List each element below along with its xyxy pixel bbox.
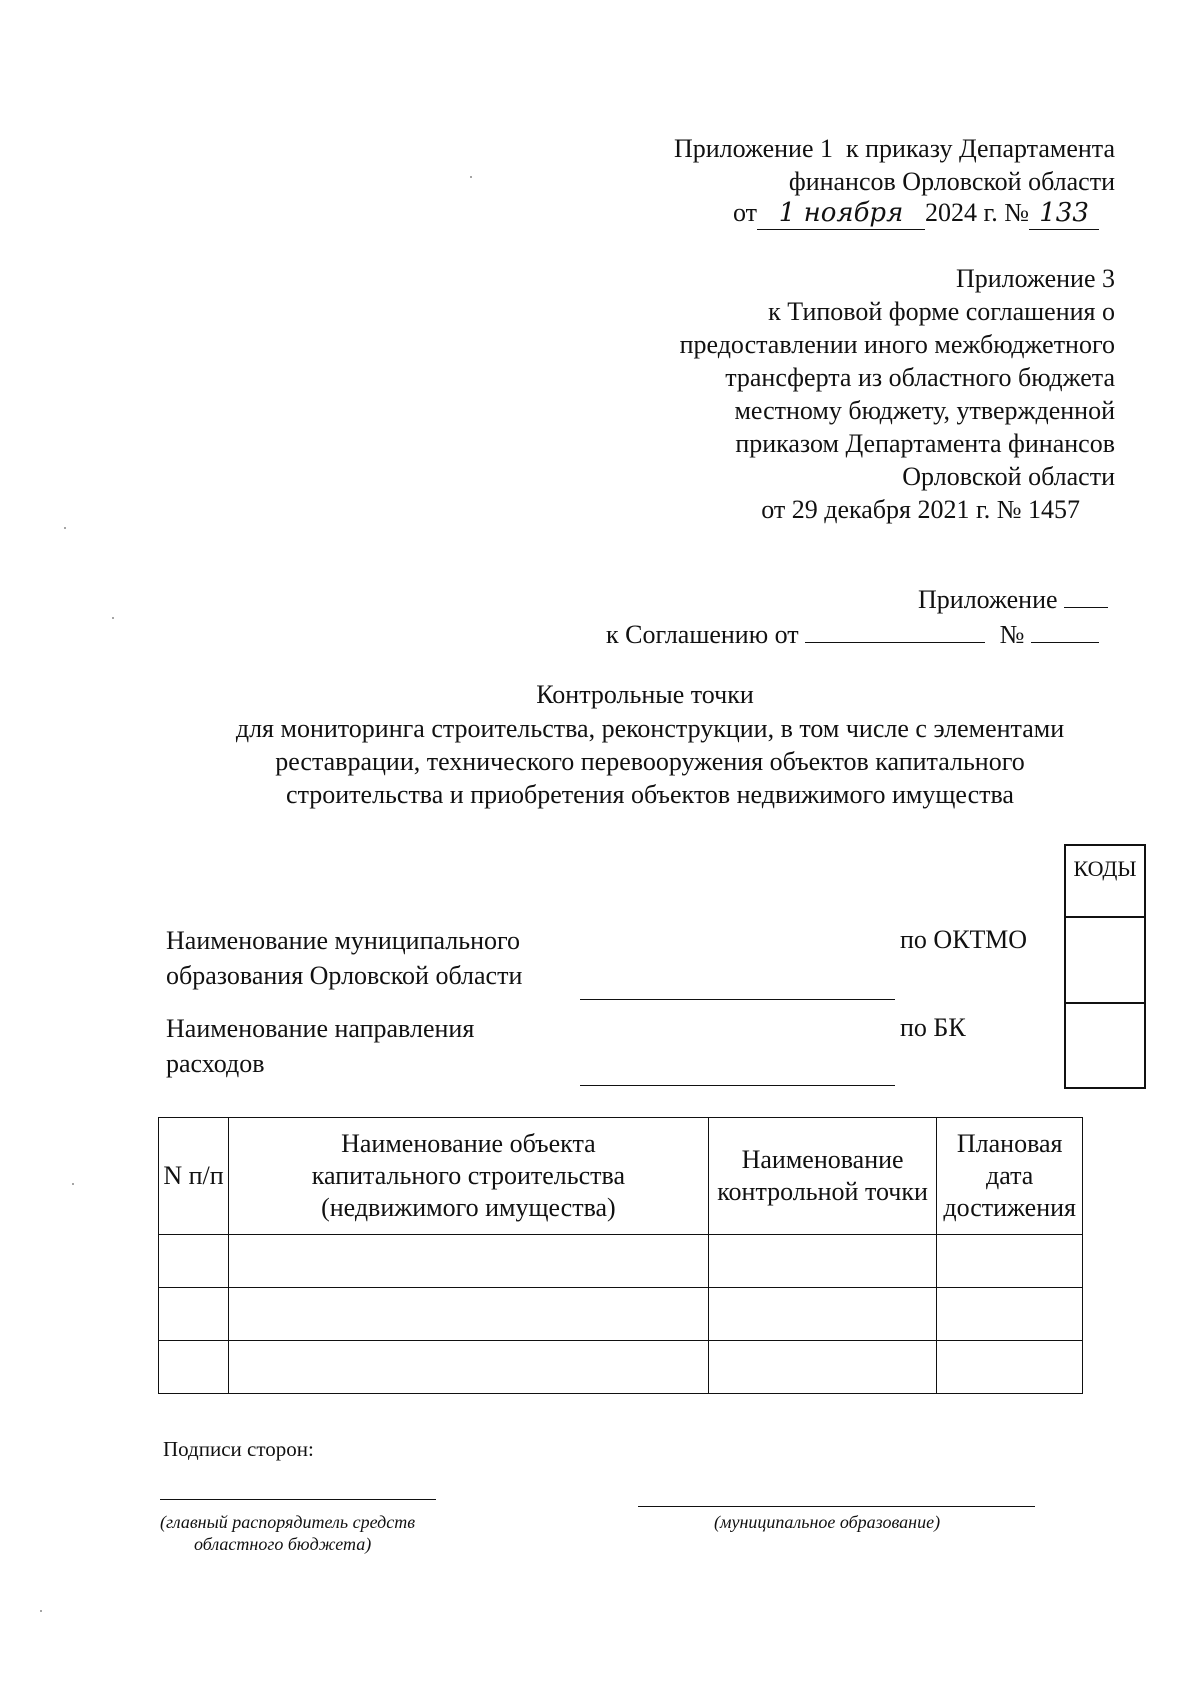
typical-form-annex xyxy=(680,262,1115,526)
table-row xyxy=(159,1235,1083,1288)
order-annex-date-handwritten: 1 ноября xyxy=(778,198,904,228)
column-header-number: N п/п xyxy=(159,1118,229,1235)
table-cell[interactable] xyxy=(937,1341,1083,1394)
expense-direction-label-line: Наименование направления xyxy=(166,1014,475,1043)
agreement-annex-label-line xyxy=(918,584,1108,616)
typical-form-annex-line: от 29 декабря 2021 г. № 1457 xyxy=(761,495,1080,524)
table-cell[interactable] xyxy=(937,1288,1083,1341)
document-title: Контрольные точки xyxy=(536,680,754,709)
order-annex-date-field xyxy=(757,197,925,230)
left-signature-caption-line: областного бюджета) xyxy=(194,1534,372,1554)
agreement-number-field xyxy=(1031,642,1099,643)
agreement-annex-date-line xyxy=(606,619,1099,651)
typical-form-annex-line: к Типовой форме соглашения о xyxy=(768,297,1115,326)
municipality-label-line: образования Орловской области xyxy=(166,961,523,990)
expense-direction-label xyxy=(166,1011,474,1081)
table-header-row xyxy=(159,1118,1083,1235)
agreement-annex-prefix: к Соглашению от xyxy=(606,620,799,649)
order-annex-date-prefix: от xyxy=(733,198,758,227)
signatures-heading: Подписи сторон: xyxy=(163,1437,314,1461)
left-signature-caption xyxy=(160,1511,415,1555)
typical-form-annex-line: местному бюджету, утвержденной xyxy=(734,396,1115,425)
table-cell[interactable] xyxy=(159,1341,229,1394)
municipality-label-line: Наименование муниципального xyxy=(166,926,521,955)
column-header-control-point: Наименование контрольной точки xyxy=(708,1118,937,1235)
codes-box xyxy=(1064,844,1146,1089)
codes-header: КОДЫ xyxy=(1073,856,1137,881)
typical-form-annex-line: Орловской области xyxy=(902,462,1115,491)
expense-direction-label-line: расходов xyxy=(166,1049,265,1078)
document-subtitle-line: реставрации, технического перевооружения объектов капитального xyxy=(275,747,1025,776)
right-signature-caption: (муниципальное образование) xyxy=(714,1512,941,1532)
right-signature-line[interactable] xyxy=(638,1506,1035,1507)
table-cell[interactable] xyxy=(708,1288,937,1341)
control-points-table xyxy=(158,1117,1083,1394)
table-row xyxy=(159,1341,1083,1394)
table-cell[interactable] xyxy=(159,1235,229,1288)
agreement-annex-label: Приложение xyxy=(918,585,1058,614)
scan-speck xyxy=(64,527,66,529)
left-signature-caption-line: (главный распорядитель средств xyxy=(160,1512,416,1532)
bk-label: по БК xyxy=(900,1013,966,1042)
municipality-input-line[interactable] xyxy=(580,999,895,1000)
expense-direction-input-line[interactable] xyxy=(580,1085,895,1086)
document-subtitle-line: строительства и приобретения объектов недвижимого имущества xyxy=(286,780,1014,809)
agreement-date-field xyxy=(805,642,985,643)
table-cell[interactable] xyxy=(937,1235,1083,1288)
scan-speck xyxy=(40,1610,42,1612)
bk-code-cell[interactable] xyxy=(1066,1002,1144,1087)
oktmo-code-cell[interactable] xyxy=(1066,916,1144,1002)
agreement-number-sign: № xyxy=(999,620,1025,649)
scan-speck xyxy=(72,1183,74,1185)
document-subtitle xyxy=(140,712,1160,811)
table-cell[interactable] xyxy=(228,1235,708,1288)
scan-speck xyxy=(112,617,114,619)
table-cell[interactable] xyxy=(228,1341,708,1394)
table-cell[interactable] xyxy=(228,1288,708,1341)
order-annex-line2: финансов Орловской области xyxy=(788,167,1115,196)
order-annex-number-field xyxy=(1029,197,1099,230)
order-annex-date-year: 2024 г. № xyxy=(925,198,1030,227)
typical-form-annex-line: трансферта из областного бюджета xyxy=(725,363,1115,392)
scan-speck xyxy=(470,176,472,178)
order-annex-number-handwritten: 133 xyxy=(1039,198,1089,228)
typical-form-annex-line: предоставлении иного межбюджетного xyxy=(679,330,1115,359)
table-cell[interactable] xyxy=(708,1341,937,1394)
typical-form-annex-line: Приложение 3 xyxy=(955,264,1115,293)
municipality-label xyxy=(166,923,522,993)
column-header-object-name: Наименование объекта капитального строительства (недвижимого имущества) xyxy=(228,1118,708,1235)
left-signature-line[interactable] xyxy=(160,1499,436,1500)
order-annex-date-line xyxy=(733,197,1099,230)
table-cell[interactable] xyxy=(159,1288,229,1341)
table-row xyxy=(159,1288,1083,1341)
table-cell[interactable] xyxy=(708,1235,937,1288)
document-subtitle-line: для мониторинга строительства, реконструкции, в том числе с элементами xyxy=(235,714,1065,743)
oktmo-label: по ОКТМО xyxy=(900,925,1027,954)
column-header-planned-date: Плановая дата достижения xyxy=(937,1118,1083,1235)
agreement-annex-number-field xyxy=(1064,607,1108,608)
order-annex-line1: Приложение 1 к приказу Департамента xyxy=(673,134,1115,163)
typical-form-annex-line: приказом Департамента финансов xyxy=(735,429,1115,458)
